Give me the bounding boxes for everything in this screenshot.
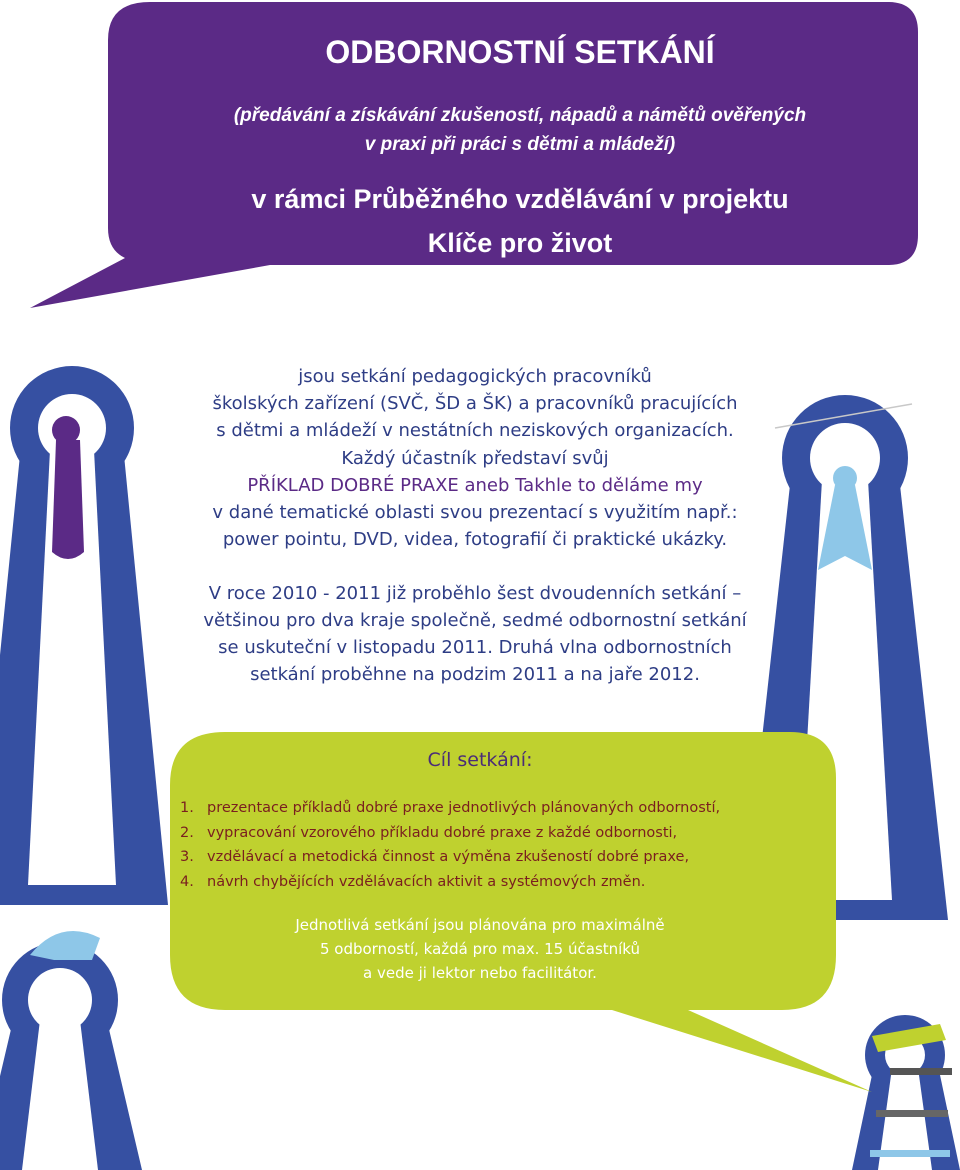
history-line: V roce 2010 - 2011 již proběhlo šest dvoudenních setkání – — [208, 583, 742, 604]
list-item — [180, 845, 820, 870]
list-item-text: vypracování vzorového příkladu dobré praxe z každé odbornosti, — [207, 824, 678, 841]
description-line: v dané tematické oblasti svou prezentací s využitím např.: — [212, 502, 738, 523]
keyhole-figure-bottom-left — [0, 931, 142, 1170]
description-line: Každý účastník představí svůj — [341, 448, 609, 469]
subtitle-line: (předávání a získávání zkušeností, nápadů a námětů ověřených — [233, 105, 807, 126]
description-line: s dětmi a mládeží v nestátních neziskových organizacích. — [216, 420, 734, 441]
good-practice-highlight: PŘÍKLAD DOBRÉ PRAXE aneb Takhle to děláme my — [247, 475, 703, 496]
list-item — [180, 870, 820, 895]
list-item-number: 1. — [180, 800, 194, 816]
capacity-note-line: 5 odborností, každá pro max. 15 účastníků — [319, 940, 641, 958]
list-item-text: návrh chybějících vzdělávacích aktivit a systémových změn. — [207, 873, 646, 890]
capacity-note-line: a vede ji lektor nebo facilitátor. — [363, 964, 597, 982]
history-line: se uskuteční v listopadu 2011. Druhá vlna odbornostních — [218, 637, 732, 658]
history-line: většinou pro dva kraje společně, sedmé odbornostní setkání — [203, 610, 747, 631]
description-line: jsou setkání pedagogických pracovníků — [298, 366, 652, 387]
list-item-number: 2. — [180, 824, 194, 841]
goals-title: Cíl setkání: — [427, 749, 533, 771]
list-item — [180, 796, 820, 821]
project-heading: Klíče pro život — [427, 228, 613, 258]
keyhole-figure-bottom-right — [852, 1015, 960, 1170]
goals-list — [180, 796, 820, 894]
goals-speech-bubble — [170, 732, 872, 1092]
capacity-note-line: Jednotlivá setkání jsou plánována pro maximálně — [295, 916, 665, 934]
list-item — [180, 821, 820, 846]
history-line: setkání proběhne na podzim 2011 a na jaře 2012. — [250, 664, 700, 685]
list-item-number: 4. — [180, 873, 194, 890]
subtitle-line: v praxi při práci s dětmi a mládeží) — [364, 134, 676, 155]
list-item-number: 3. — [180, 849, 194, 865]
project-heading: v rámci Průběžného vzdělávání v projektu — [251, 184, 789, 214]
list-item-text: prezentace příkladů dobré praxe jednotlivých plánovaných odborností, — [207, 800, 721, 816]
list-item-text: vzdělávací a metodická činnost a výměna zkušeností dobré praxe, — [207, 849, 690, 865]
keyhole-figure-left — [0, 366, 168, 905]
page-title: ODBORNOSTNÍ SETKÁNÍ — [325, 34, 715, 70]
description-line: školských zařízení (SVČ, ŠD a ŠK) a pracovníků pracujících — [212, 393, 738, 414]
description-line: power pointu, DVD, videa, fotografií či praktické ukázky. — [222, 529, 728, 550]
